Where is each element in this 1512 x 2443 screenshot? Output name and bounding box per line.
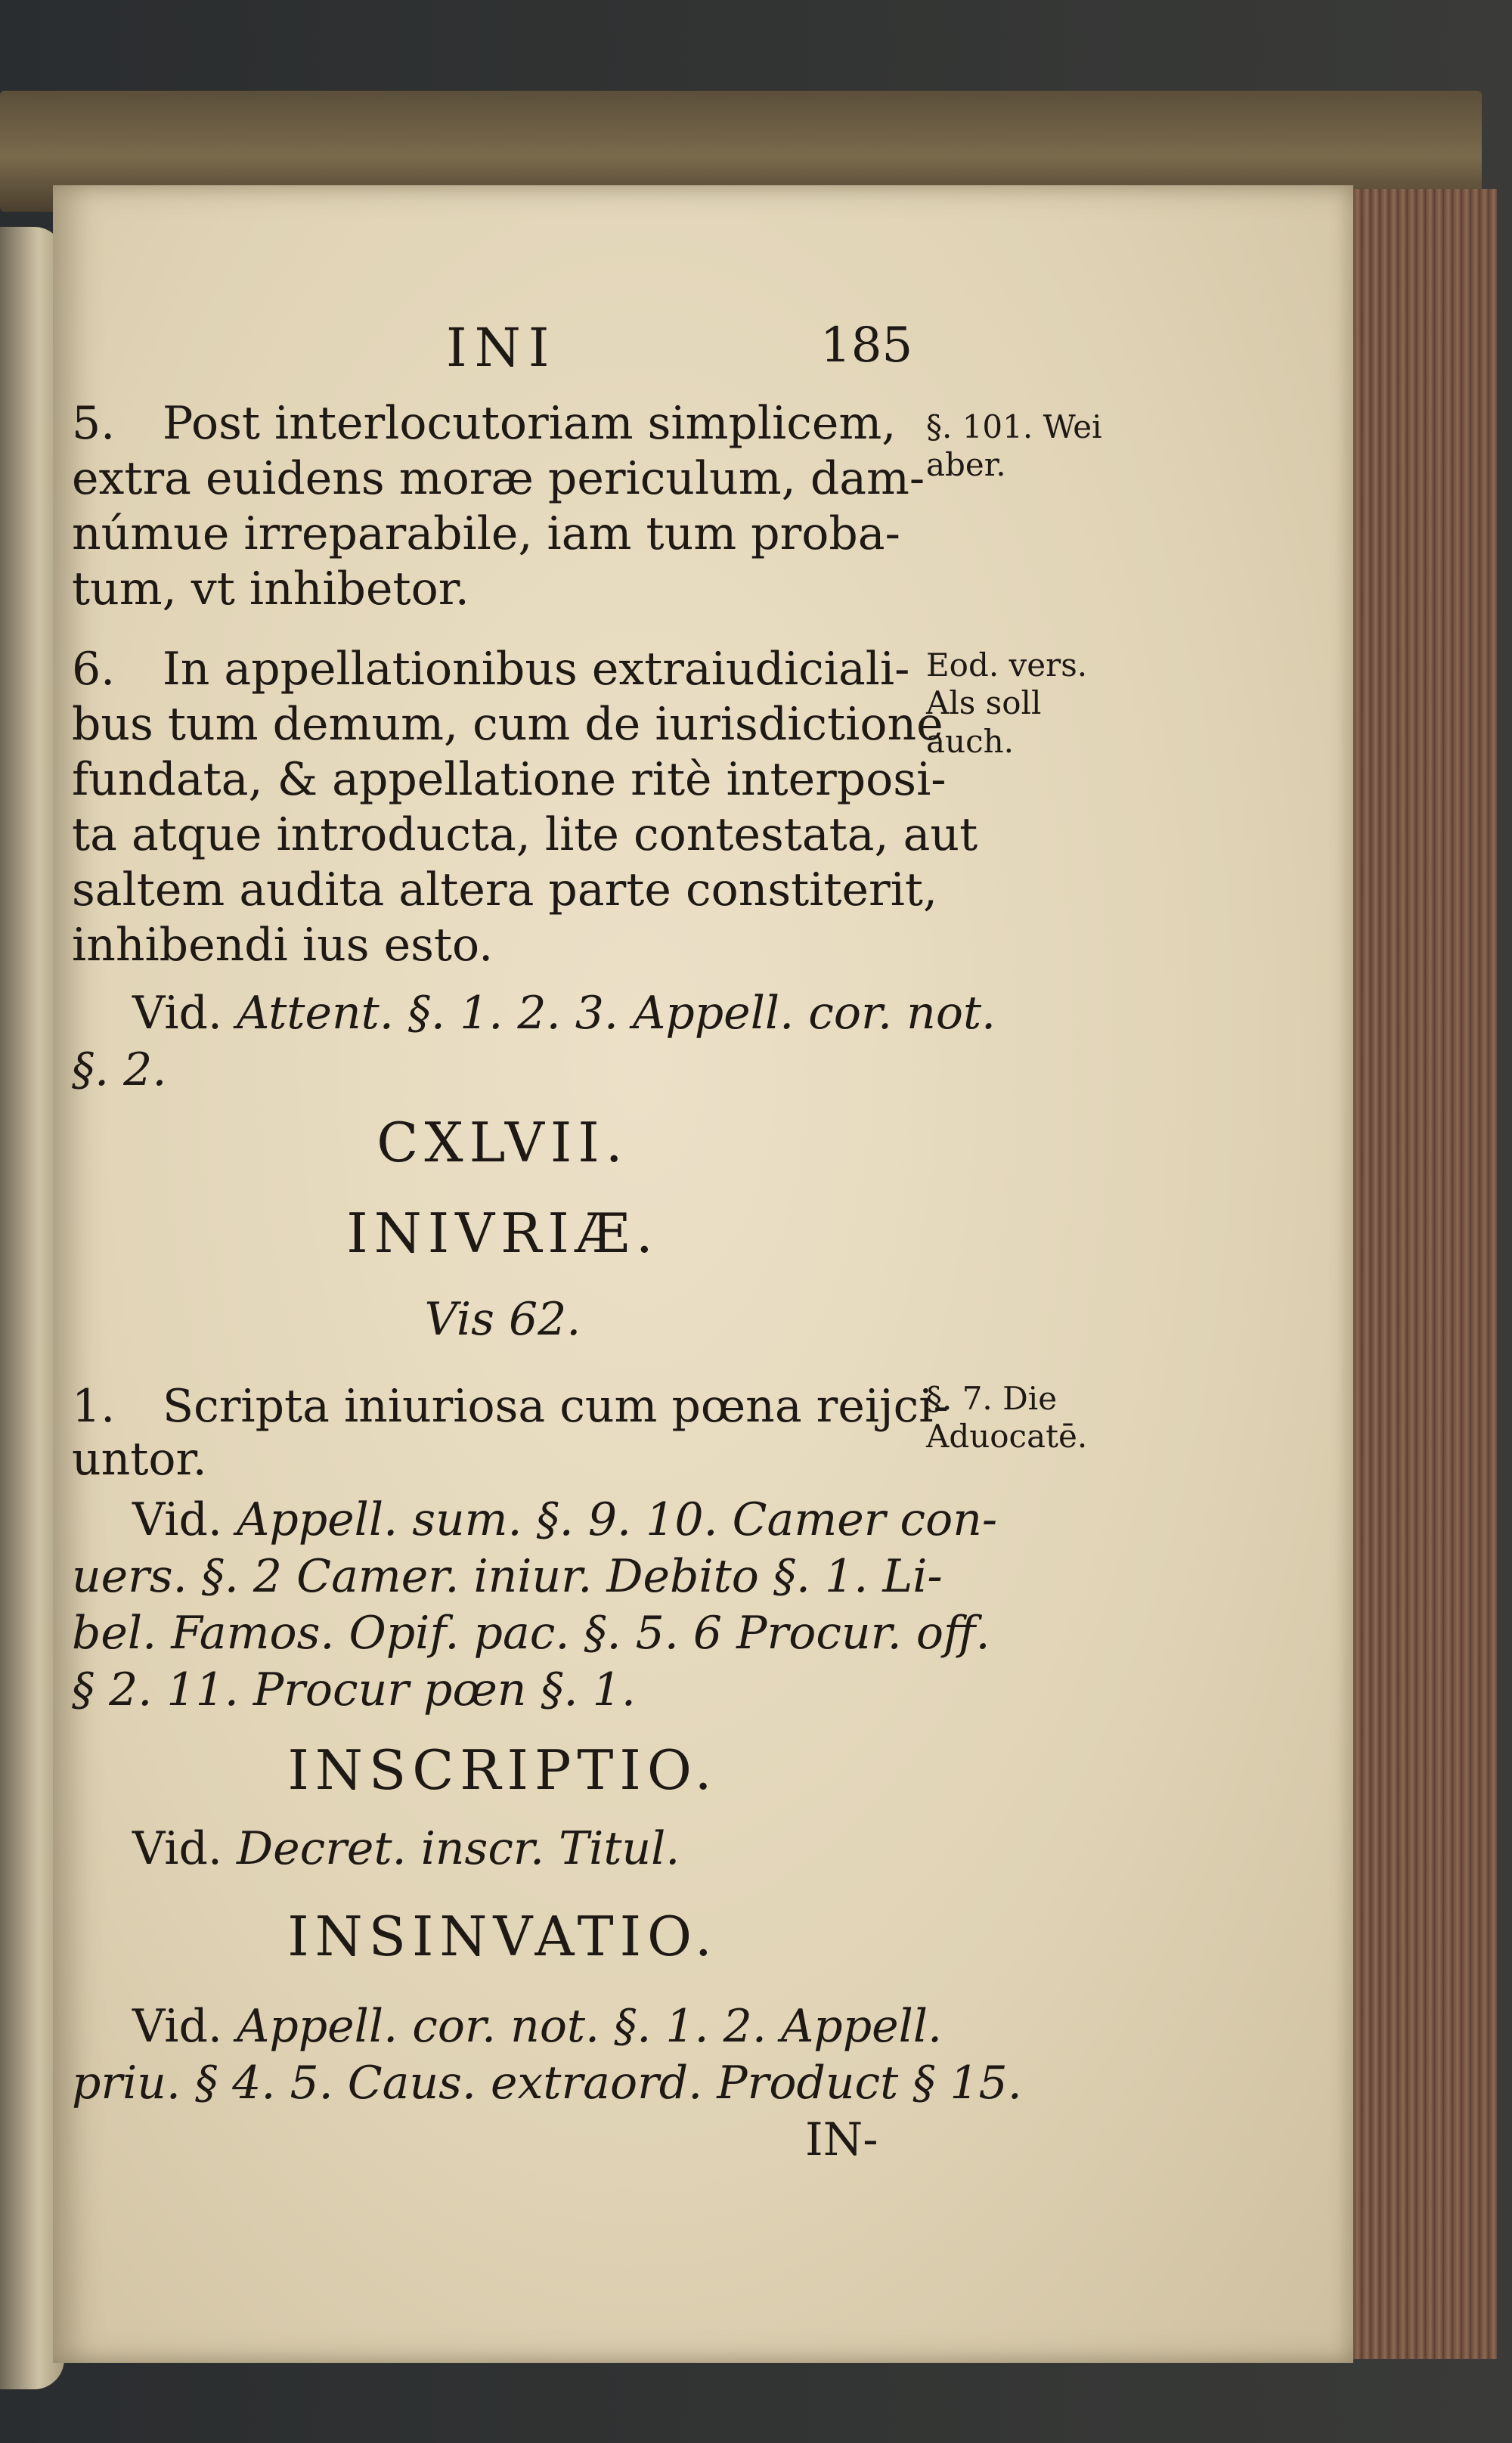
margin-note-1: §. 101. Wei aber. xyxy=(926,408,1102,484)
entry-number: 5. xyxy=(72,397,116,450)
entry-number: 6. xyxy=(72,643,116,696)
vid-reference-2: Vid. Appell. sum. §. 9. 10. Camer con- xyxy=(132,1493,998,1546)
vid-reference-2-line-3: bel. Famos. Opif. pac. §. 5. 6 Procur. off. xyxy=(72,1607,990,1660)
page-fore-edge xyxy=(1353,189,1497,2359)
page-number: 185 xyxy=(820,318,913,374)
entry-6-line-4: ta atque introducta, lite contestata, aut xyxy=(72,808,978,861)
insinuatio-reference: Vid. Appell. cor. not. §. 1. 2. Appell. xyxy=(132,2000,943,2053)
entry-6-line-3: fundata, & appellatione ritè interposi- xyxy=(72,753,947,806)
entry-5-line-1: 5. Post interlocutoriam simplicem, xyxy=(72,397,897,450)
entry-1-line-2: untor. xyxy=(72,1433,207,1486)
entry-6-line-2: bus tum demum, cum de iurisdictione xyxy=(72,698,943,751)
margin-note-2: Eod. vers. Als soll auch. xyxy=(926,646,1088,760)
insinuatio-heading: INSINVATIO. xyxy=(287,1905,718,1968)
section-title: INIVRIÆ. xyxy=(346,1201,659,1265)
insinuatio-reference-cont: priu. § 4. 5. Caus. extraord. Product § 15. xyxy=(72,2057,1022,2110)
margin-note-3: §. 7. Die Aduocatē. xyxy=(926,1380,1088,1456)
section-number: CXLVII. xyxy=(376,1111,629,1174)
entry-number: 1. xyxy=(72,1380,116,1433)
inscriptio-reference: Vid. Decret. inscr. Titul. xyxy=(132,1822,680,1875)
entry-1-line-1: 1. Scripta iniuriosa cum pœna reijci- xyxy=(72,1380,949,1433)
vid-reference-1-cont: §. 2. xyxy=(72,1043,167,1096)
entry-6-line-6: inhibendi ius esto. xyxy=(72,919,494,972)
catchword: IN- xyxy=(805,2113,878,2166)
vid-reference-2-line-4: § 2. 11. Procur pœn §. 1. xyxy=(72,1663,636,1716)
vid-reference-2-line-2: uers. §. 2 Camer. iniur. Debito §. 1. Li- xyxy=(72,1550,943,1603)
running-title: INI xyxy=(446,317,557,379)
entry-6-line-5: saltem audita altera parte constiterit, xyxy=(72,863,938,916)
entry-5-line-2: extra euidens moræ periculum, dam- xyxy=(72,452,925,505)
vid-reference-1: Vid. Attent. §. 1. 2. 3. Appell. cor. not. xyxy=(132,987,996,1040)
vis-reference: Vis 62. xyxy=(424,1293,581,1346)
inscriptio-heading: INSCRIPTIO. xyxy=(287,1738,718,1802)
entry-5-line-4: tum, vt inhibetor. xyxy=(72,563,469,615)
entry-6-line-1: 6. In appellationibus extraiudiciali- xyxy=(72,643,910,696)
entry-5-line-3: númue irreparabile, iam tum proba- xyxy=(72,507,900,560)
